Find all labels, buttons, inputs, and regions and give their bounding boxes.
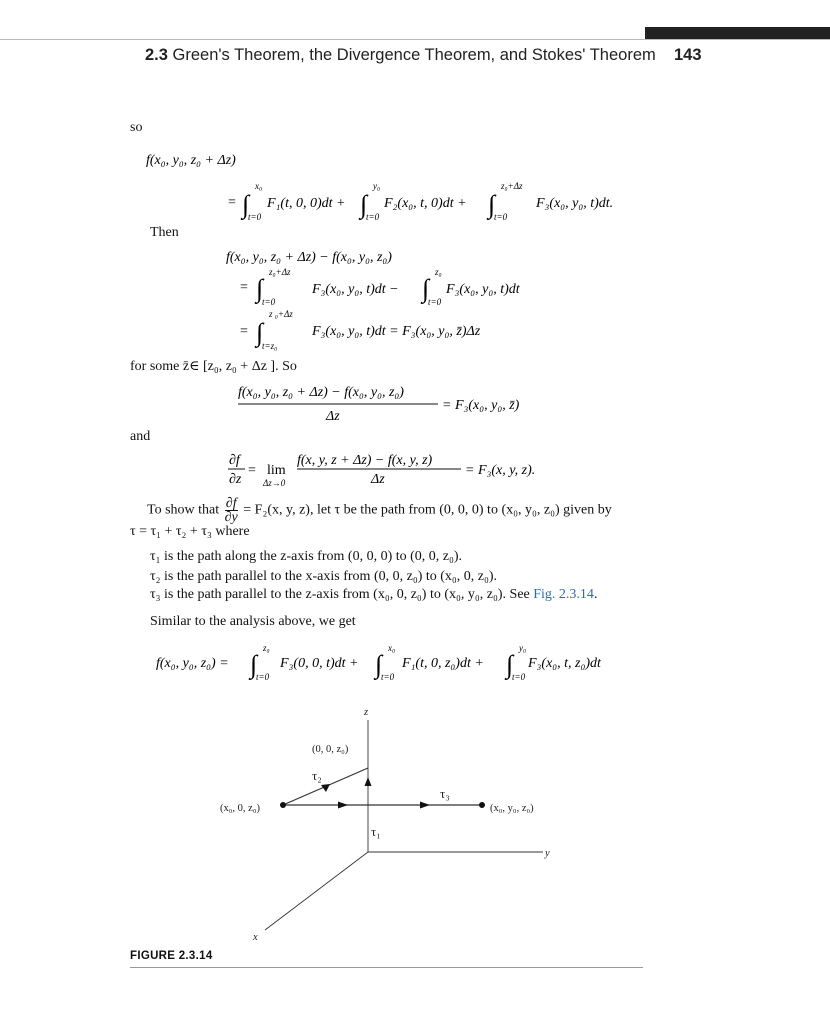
header-bar xyxy=(645,27,830,39)
partial-f-dy: $\frac{\partial f}{\partial y}$ xyxy=(224,496,238,525)
svg-text:∫: ∫ xyxy=(250,650,258,679)
svg-text:∫: ∫ xyxy=(422,274,430,303)
text-then: Then xyxy=(150,225,179,240)
point-top-label: (0, 0, z₀) xyxy=(312,744,349,755)
svg-text:F₃(x₀, y₀, t)dt −: F₃(x₀, y₀, t)dt − xyxy=(312,282,399,297)
axis-x-label: x xyxy=(253,932,258,943)
svg-text:z₀+Δz: z₀+Δz xyxy=(501,181,523,191)
svg-text:t=0: t=0 xyxy=(494,212,508,222)
point-left-label: (x₀, 0, z₀) xyxy=(220,803,260,814)
svg-text:= F₃(x₀, y₀, z̄): = F₃(x₀, y₀, z̄) xyxy=(442,398,520,413)
text-for-some: for some z̄∈ [z₀, z₀ + Δz ]. So xyxy=(130,359,297,374)
point-right-label: (x₀, y₀, z₀) xyxy=(490,803,534,814)
tau3-label: τ₃ xyxy=(440,786,450,801)
svg-text:=: = xyxy=(240,324,248,339)
svg-text:F₃(x₀, y₀, t)dt.: F₃(x₀, y₀, t)dt. xyxy=(536,196,614,211)
svg-text:x₀: x₀ xyxy=(388,643,396,653)
svg-text:∫: ∫ xyxy=(256,274,264,303)
arrow-tau1 xyxy=(365,777,372,786)
page-number: 143 xyxy=(674,46,702,64)
svg-text:∫: ∫ xyxy=(488,190,496,219)
tau2-label: τ₂ xyxy=(312,768,322,783)
running-header xyxy=(145,46,656,65)
text-tau2: τ₂ is the path parallel to the x-axis from (0, 0, z₀) to (x₀, 0, z₀). xyxy=(150,569,498,584)
svg-text:t=0: t=0 xyxy=(366,212,380,222)
point-right-dot xyxy=(479,802,485,808)
figure-2-3-14 xyxy=(200,700,580,945)
header-rule xyxy=(0,39,830,40)
svg-text:=: = xyxy=(248,463,256,478)
text-and: and xyxy=(130,429,151,444)
svg-text:lim: lim xyxy=(267,463,286,478)
svg-text:f(x₀, y₀, z₀ + Δz): f(x₀, y₀, z₀ + Δz) xyxy=(146,153,236,168)
svg-text:f(x₀, y₀, z₀ + Δz) − f(x₀, y₀,: f(x₀, y₀, z₀ + Δz) − f(x₀, y₀, z₀) xyxy=(226,250,392,265)
svg-text:t=0: t=0 xyxy=(248,212,262,222)
equation-5 xyxy=(150,635,630,690)
svg-text:t=0: t=0 xyxy=(428,297,442,307)
svg-text:z₀: z₀ xyxy=(435,267,442,277)
axis-z-label: z xyxy=(364,707,369,718)
x-axis xyxy=(265,852,368,930)
svg-text:∫: ∫ xyxy=(256,318,264,347)
svg-text:F₁(t, 0, z₀)dt +: F₁(t, 0, z₀)dt + xyxy=(402,656,484,671)
svg-text:z₀: z₀ xyxy=(263,643,270,653)
equation-1 xyxy=(130,145,650,225)
svg-text:x₀: x₀ xyxy=(255,181,263,191)
text-to-show-b: = F₂(x, y, z), let τ be the path from (0, 0, 0) to (x₀, y₀, z₀) given by xyxy=(243,502,612,518)
eq1-lhs-text xyxy=(0,0,1,1)
figure-caption: FIGURE 2.3.14 xyxy=(130,950,213,962)
svg-text:Δz: Δz xyxy=(326,409,340,424)
svg-text:y₀: y₀ xyxy=(519,643,527,653)
svg-text:∫: ∫ xyxy=(506,650,514,679)
tau1-label: τ₁ xyxy=(371,824,381,839)
equation-4 xyxy=(225,448,565,492)
svg-text:Δz→0: Δz→0 xyxy=(263,478,286,488)
text-to-show-a: To show that xyxy=(147,502,220,518)
svg-text:F₁(t, 0, 0)dt +: F₁(t, 0, 0)dt + xyxy=(267,196,346,211)
equation-3 xyxy=(230,380,550,426)
text-tau3-end: . xyxy=(593,587,598,602)
text-so: so xyxy=(130,120,143,135)
text-tau3 xyxy=(150,587,597,603)
svg-text:=: = xyxy=(240,280,248,295)
text-tau1: τ₁ is the path along the z-axis from (0, 0, 0) to (0, 0, z₀). xyxy=(150,549,463,564)
svg-text:Δz: Δz xyxy=(371,472,385,487)
equation-text-alternatives xyxy=(0,0,1,1)
svg-text:∫: ∫ xyxy=(242,190,250,219)
svg-text:t=0: t=0 xyxy=(256,672,270,682)
arrow-tau3-b xyxy=(420,802,430,809)
text-tau3-a: τ₃ is the path parallel to the z-axis from (x₀, 0, z₀) to (x₀, y₀, z₀). See xyxy=(150,587,530,602)
svg-text:y₀: y₀ xyxy=(373,181,381,191)
svg-text:f(x₀, y₀, z₀) =: f(x₀, y₀, z₀) = xyxy=(156,656,229,671)
text-to-show xyxy=(147,497,612,524)
svg-text:t=0: t=0 xyxy=(381,672,395,682)
text-tau-sum: τ = τ₁ + τ₂ + τ₃ where xyxy=(130,524,250,539)
svg-text:F₃(x₀, y₀, t)dt = F₃(x₀, y₀, z: F₃(x₀, y₀, t)dt = F₃(x₀, y₀, z̄)Δz xyxy=(312,324,481,339)
svg-text:z ₀+Δz: z ₀+Δz xyxy=(269,309,293,319)
equation-2 xyxy=(220,245,580,355)
svg-text:F₃(0, 0, t)dt +: F₃(0, 0, t)dt + xyxy=(280,656,359,671)
svg-text:∫: ∫ xyxy=(360,190,368,219)
axis-y-label: y xyxy=(545,848,550,859)
figure-link[interactable]: Fig. 2.3.14 xyxy=(533,587,594,602)
svg-text:∫: ∫ xyxy=(375,650,383,679)
section-number: 2.3 xyxy=(145,46,168,64)
svg-text:f(x, y, z + Δz) − f(x, y, z): f(x, y, z + Δz) − f(x, y, z) xyxy=(297,453,433,468)
section-title: Green's Theorem, the Divergence Theorem, and Stokes' Theorem xyxy=(172,46,656,64)
point-left-dot xyxy=(280,802,286,808)
svg-text:f(x₀, y₀, z₀ + Δz) − f(x₀, y₀,: f(x₀, y₀, z₀ + Δz) − f(x₀, y₀, z₀) xyxy=(238,385,404,400)
svg-text:= F₃(x, y, z).: = F₃(x, y, z). xyxy=(465,463,536,478)
svg-text:F₃(x₀, t, z₀)dt: F₃(x₀, t, z₀)dt xyxy=(528,656,601,671)
svg-text:F₃(x₀, y₀, t)dt: F₃(x₀, y₀, t)dt xyxy=(446,282,520,297)
figure-caption-rule xyxy=(130,967,643,968)
svg-text:z₀+Δz: z₀+Δz xyxy=(269,267,291,277)
arrow-tau3-a xyxy=(338,802,348,809)
svg-text:t=0: t=0 xyxy=(262,297,276,307)
text-similar: Similar to the analysis above, we get xyxy=(150,614,356,629)
svg-text:∂f: ∂f xyxy=(229,453,240,468)
svg-text:F₂(x₀, t, 0)dt +: F₂(x₀, t, 0)dt + xyxy=(384,196,467,211)
svg-text:∂z: ∂z xyxy=(229,472,242,487)
svg-text:t=z₀: t=z₀ xyxy=(262,341,278,351)
svg-text:=: = xyxy=(228,195,236,210)
svg-text:t=0: t=0 xyxy=(512,672,526,682)
